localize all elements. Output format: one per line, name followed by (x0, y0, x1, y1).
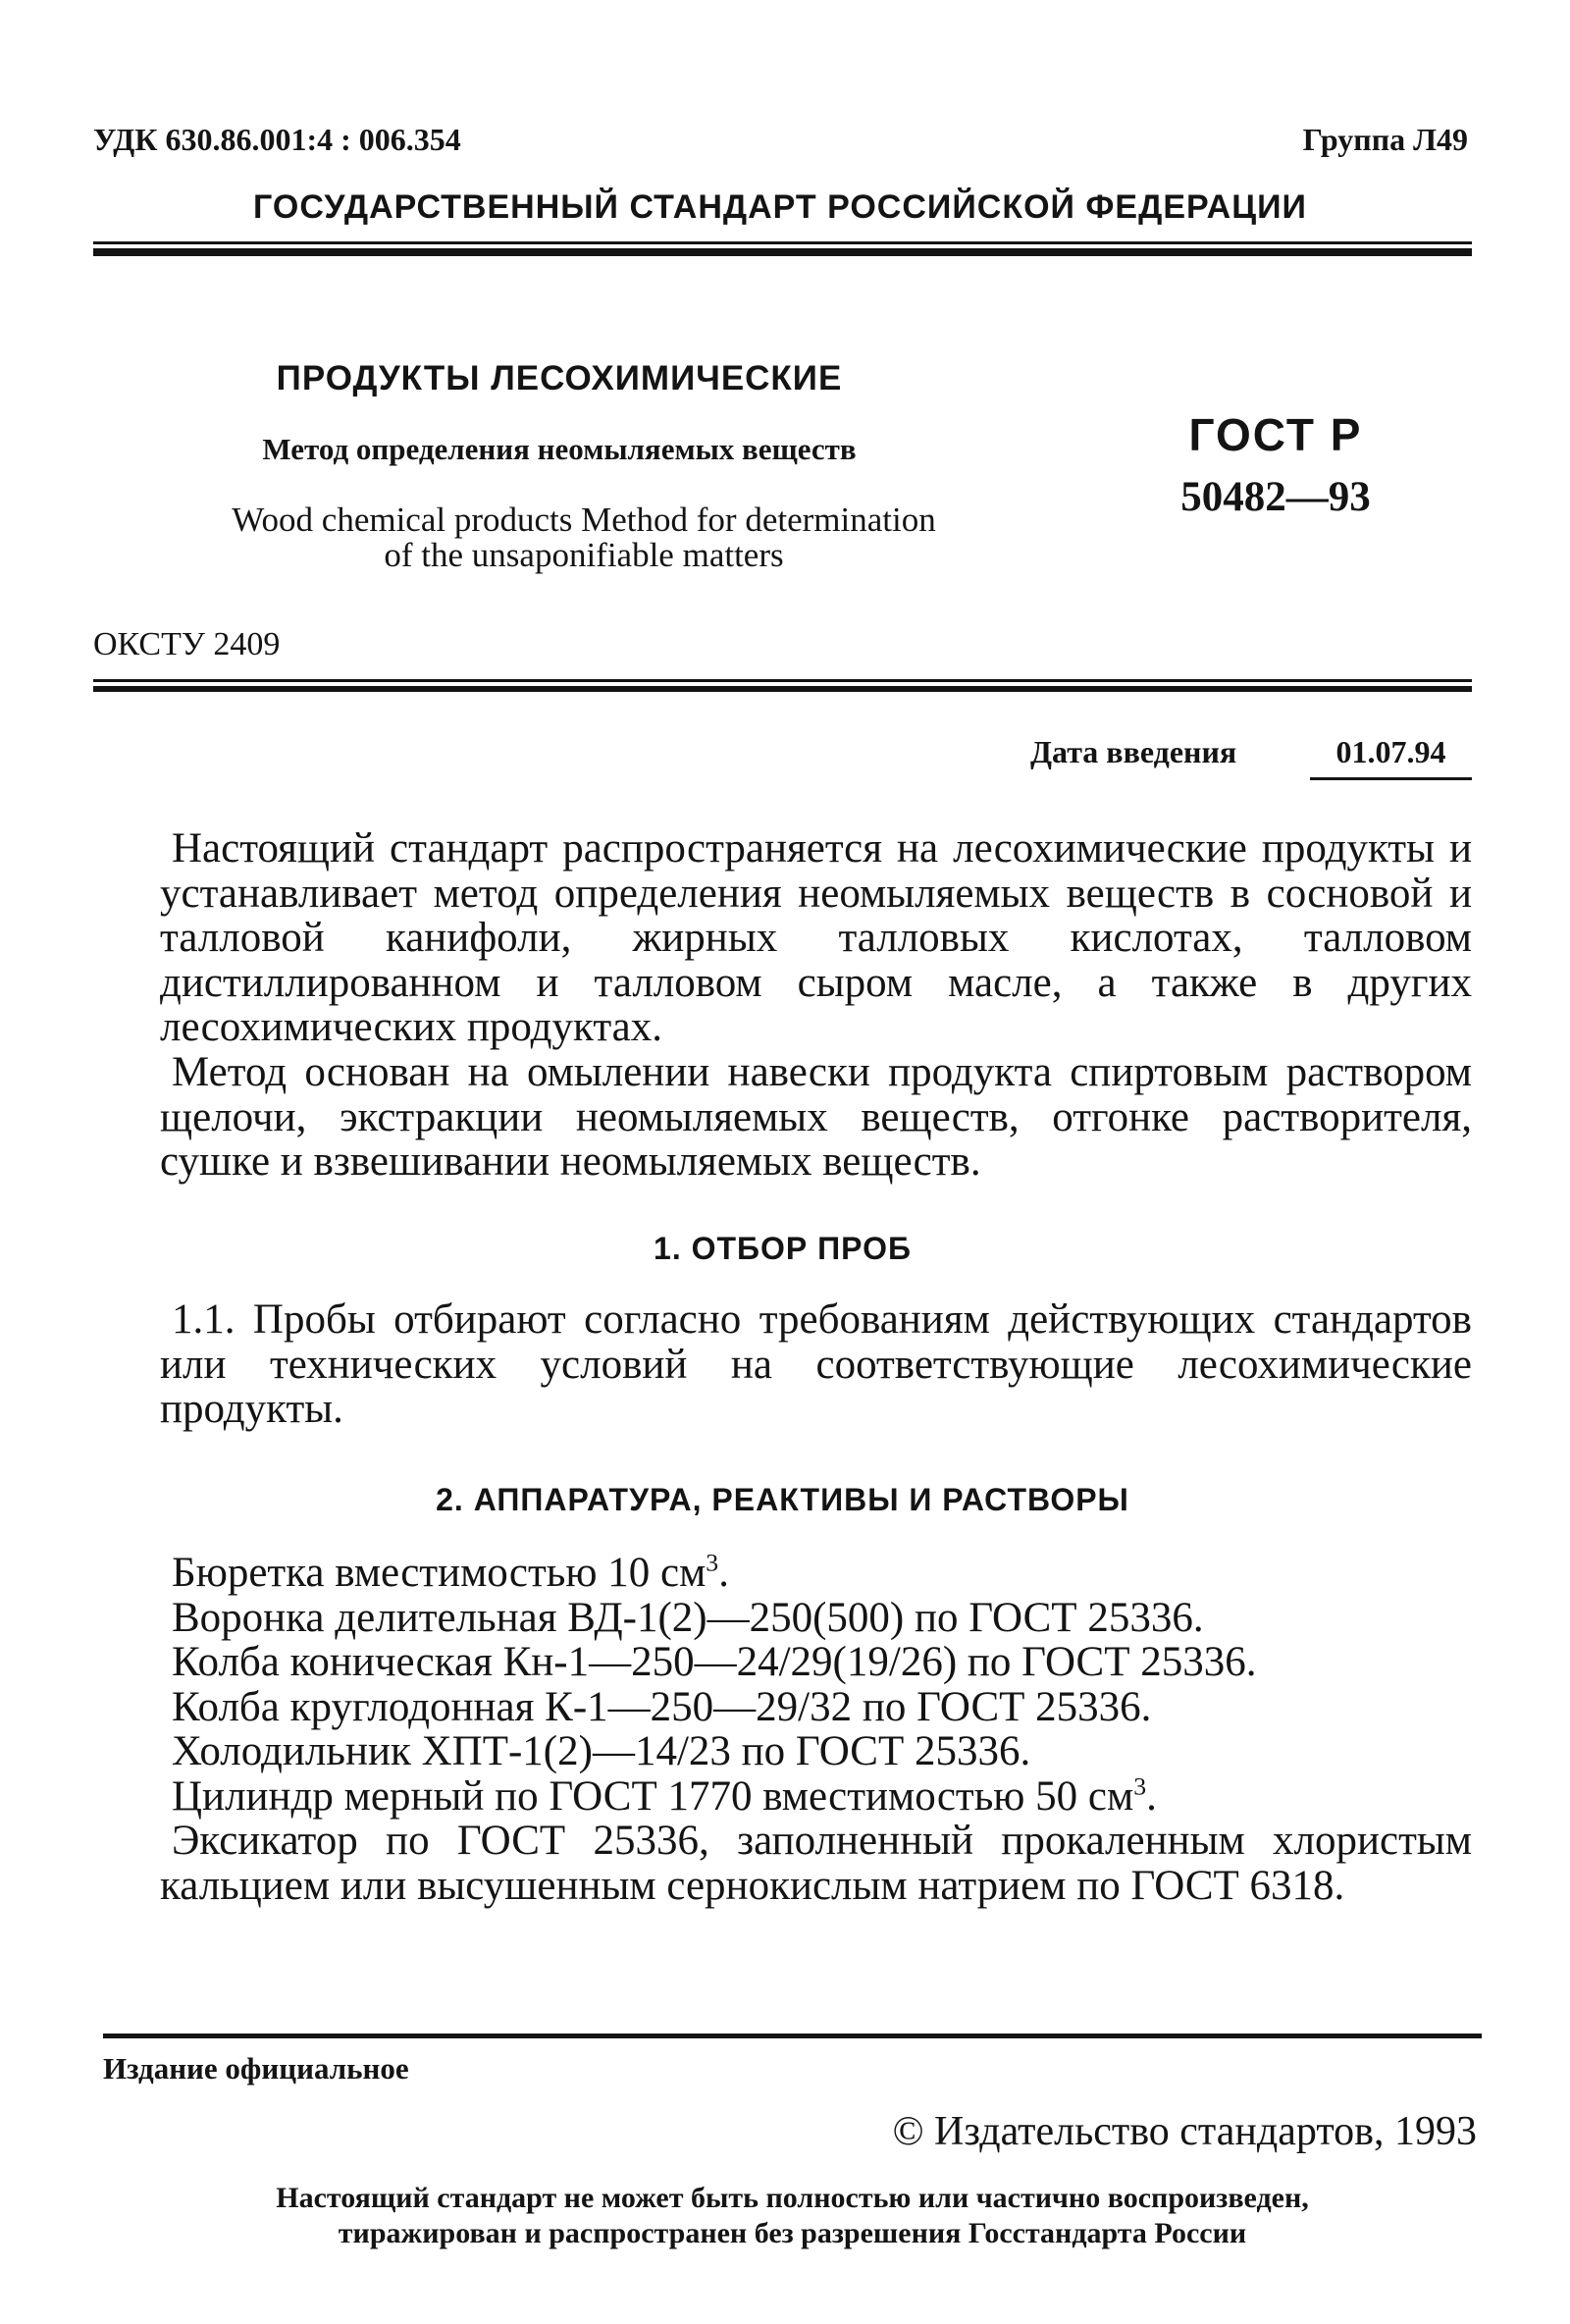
english-title-line-1: Wood chemical products Method for determination (232, 501, 936, 539)
title-rule-thin (93, 679, 1472, 682)
equipment-desiccator (160, 1819, 1472, 1908)
intro-paragraph-1 (160, 826, 1472, 1050)
header-rule-thick (93, 248, 1472, 256)
intro-date-label: Дата введения (1030, 734, 1237, 769)
group-code: Группа Л49 (1302, 122, 1468, 157)
intro-paragraph-1-text: Настоящий стандарт распространяется на лесохимические продукты и устанавливает метод определения неомыляемых веществ в сосновой и талловой канифоли, жирных талловых кислотах, талловом дистиллированном и талловом сыром масле, а также в других лесохимических продуктах. (160, 825, 1472, 1050)
section-1-text (160, 1297, 1472, 1432)
equipment-item-round-flask: Колба круглодонная К-1—250—29/32 по ГОСТ 25336. (172, 1683, 1152, 1730)
notice-line-2: тиражирован и распространен без разрешения Госстандарта России (338, 2217, 1247, 2249)
intro-date-underline (1310, 777, 1472, 780)
reproduction-notice (103, 2181, 1482, 2251)
intro-paragraph-2 (160, 1050, 1472, 1185)
intro-paragraph-2-text: Метод основан на омылении навески продукта спиртовым раствором щелочи, экстракции неомыляемых веществ, отгонке растворителя, сушке и взвешивании неомыляемых веществ. (160, 1049, 1472, 1185)
equipment-item-cylinder: Цилиндр мерный по ГОСТ 1770 вместимостью 50 $см^3$. (172, 1771, 1157, 1820)
document-title: ПРОДУКТЫ ЛЕСОХИМИЧЕСКИЕ (276, 359, 843, 397)
header-rule-thin (93, 241, 1472, 244)
equipment-item-conical-flask: Колба коническая Кн-1—250—24/29(19/26) по ГОСТ 25336. (172, 1639, 1257, 1685)
footer-rule (103, 2034, 1482, 2038)
section-2-heading: 2. АППАРАТУРА, РЕАКТИВЫ И РАСТВОРЫ (436, 1482, 1129, 1517)
equipment-list (172, 1548, 1472, 1820)
intro-date-value: 01.07.94 (1335, 734, 1446, 769)
document-subtitle: Метод определения неомыляемых веществ (262, 432, 857, 466)
edition-note: Издание официальное (103, 2051, 409, 2086)
gost-label: ГОСТ Р (1188, 409, 1363, 460)
english-title (93, 502, 1074, 573)
notice-line-1: Настоящий стандарт не может быть полностью или частично воспроизведен, (276, 2182, 1309, 2214)
copyright: © Издательство стандартов, 1993 (892, 2109, 1477, 2154)
section-1-heading: 1. ОТБОР ПРОБ (654, 1231, 912, 1266)
desiccator-text: Эксикатор по ГОСТ 25336, заполненный прокаленным хлористым кальцием или высушенным сернокислым натрием по ГОСТ 6318. (160, 1818, 1472, 1909)
english-title-line-2: of the unsaponifiable matters (384, 536, 784, 574)
section-1-paragraph: 1.1. Пробы отбирают согласно требованиям действующих стандартов или технических условий на соответствующие лесохимические продукты. (160, 1296, 1472, 1432)
title-rule-thick (93, 686, 1472, 692)
equipment-item-condenser: Холодильник ХПТ-1(2)—14/23 по ГОСТ 25336. (172, 1728, 1031, 1774)
gost-number: 50482—93 (1180, 474, 1371, 520)
okstu-code: ОКСТУ 2409 (93, 626, 281, 662)
state-standard-title: ГОСУДАРСТВЕННЫЙ СТАНДАРТ РОССИЙСКОЙ ФЕДЕРАЦИИ (253, 188, 1307, 226)
equipment-item-burette: Бюретка вместимостью 10 $см^3$. (172, 1548, 729, 1596)
udk-code: УДК 630.86.001:4 : 006.354 (93, 122, 461, 157)
equipment-item-funnel: Воронка делительная ВД-1(2)—250(500) по ГОСТ 25336. (172, 1594, 1204, 1641)
